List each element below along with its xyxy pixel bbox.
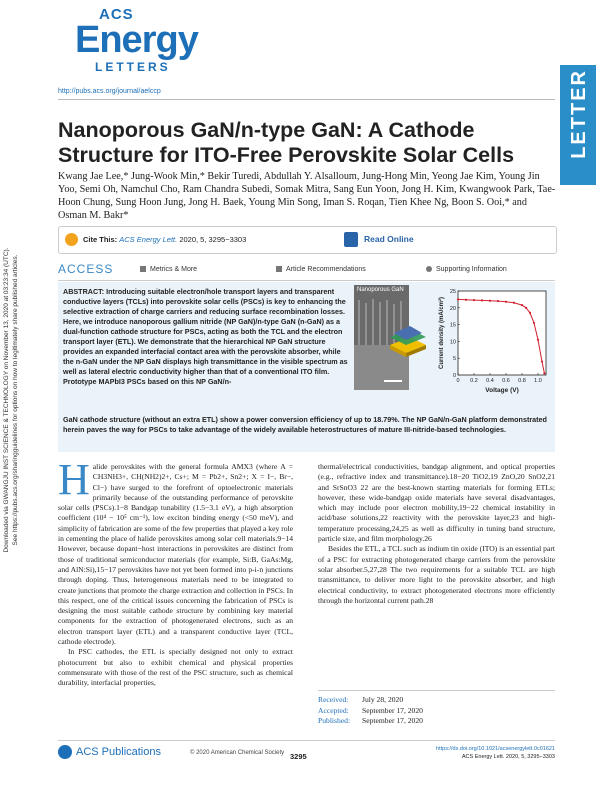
x-tick-label: 1.0 bbox=[534, 378, 542, 384]
y-tick-label: 0 bbox=[452, 373, 456, 379]
recommendations-label: Article Recommendations bbox=[286, 266, 366, 273]
y-axis-label: Current density (mA/cm²) bbox=[439, 296, 445, 370]
x-axis-label: Voltage (V) bbox=[485, 387, 519, 394]
left-paragraph-1: alide perovskites with the general formula AMX3 (where A = CH3NH3+, CH(NH2)2+, Cs+; M = Pb2+, Sn2+; X = I−, Br−, Cl−) have surged to the forefront of optoelectronic materials primarily because of the outstanding performance of perovskite solar cells (PSCs).1−8 Bandgap tunability (1.5−3.1 eV), a high absorption coefficient (10⁴ − 10⁵ cm⁻¹), low exciton binding energy (<50 meV), and simplicity of fabrication are some of the few properties that played a key role in cementing the place of halide perovskites among solar cell materials.9−14 However, because dopant−host interactions in perovskites are distinct from those of traditional semiconductor materials (for example, Si:B, GaAs:Mg, and AlN:Si),15−17 perovskites have not yet been formed into p-i-n junctions through doping. Thus, heterogeneous materials need to be integrated to create junctions that promote the charge extraction and collection in PSCs. In this respect, one of the critical issues concerning the fabrication of PSCs is designing the most suitable cathode structure by combining key material components for the extraction of photogenerated electrons, such as an electron transport layer (ETL) and a transparent conductive layer (TCL, cathode electrode). bbox=[58, 462, 293, 647]
download-watermark bbox=[2, 140, 42, 660]
y-tick-label: 20 bbox=[449, 305, 456, 312]
title-line-1: Nanoporous GaN/n-type GaN: A Cathode bbox=[58, 118, 475, 142]
left-paragraph-2: In PSC cathodes, the ETL is specially designed not only to extract photocurrent but also to exhibit chemical and physical properties commensurate with those of the rest of the PSC structure, such as chemical durability, interfacial properties, bbox=[58, 647, 293, 688]
citation bbox=[83, 235, 246, 244]
jv-data-point bbox=[497, 300, 499, 302]
jv-data-point bbox=[473, 299, 475, 301]
footer-divider bbox=[58, 740, 555, 741]
body-column-left bbox=[58, 455, 293, 689]
jv-data-point bbox=[465, 299, 467, 301]
read-online-label: Read Online bbox=[364, 234, 414, 244]
journal-url[interactable]: http://pubs.acs.org/journal/aelccp bbox=[58, 88, 161, 95]
jv-data-point bbox=[481, 299, 483, 301]
x-tick-label: 0.6 bbox=[502, 378, 510, 384]
jv-chart bbox=[436, 285, 551, 405]
supporting-info-link[interactable] bbox=[426, 266, 507, 273]
cite-box bbox=[58, 226, 557, 254]
y-tick-label: 25 bbox=[449, 289, 456, 295]
jv-data-point bbox=[505, 301, 507, 303]
jv-data-point bbox=[457, 298, 459, 300]
device-schematic bbox=[388, 307, 428, 367]
watermark-line-1: Downloaded via GWANGJU INST SCIENCE & TECHNOLOGY on November 13, 2020 at 03:23:34 (UTC). bbox=[3, 247, 10, 553]
jv-data-point bbox=[521, 304, 523, 306]
abstract-text-1: ABSTRACT: Introducing suitable electron/hole transport layers and transparent conductive layers (TCLs) into perovskite solar cells (PSCs) is key to enhancing the selective extraction of charge carriers and reducing surface recombination losses. Here, we introduce nanoporous gallium nitride (NP GaN)/n-type GaN (n-GaN) as a dual-function cathode structure for PSCs, acting as both the TCL and the electron transport layer (ETL). We demonstrate that the hierarchical NP GaN structure provides an expanded interfacial contact area with the perovskite absorber, while the n-GaN under the NP GaN displays high transmittance in the visible spectrum as well as lateral electric conductivity higher than that of a conventional ITO film. Prototype MAPbI3 PSCs based on this NP GaN/n- bbox=[63, 287, 348, 386]
right-paragraph-2: Besides the ETL, a TCL such as indium tin oxide (ITO) is an essential part of a PSC for extracting photogenerated charge carriers from the perovskite solar absorber.5,27,28 The two requirements for a suitable TCL are high transmittance, to deliver more light to the perovskite absorber, and high electrical conductivity, to extract photogenerated electrons more efficiently through the horizontal current path.28 bbox=[318, 544, 555, 605]
article-dates bbox=[318, 690, 555, 727]
access-bar bbox=[58, 262, 555, 281]
y-tick-label: 10 bbox=[449, 339, 456, 346]
doi-link[interactable]: https://dx.doi.org/10.1021/acsenergylett.0c01621 bbox=[436, 746, 555, 752]
abstract-box bbox=[58, 282, 555, 452]
jv-data-point bbox=[489, 300, 491, 302]
x-tick-label: 0.4 bbox=[486, 378, 494, 384]
cite-details: 2020, 5, 3295−3303 bbox=[179, 235, 247, 244]
journal-logo[interactable] bbox=[75, 6, 198, 86]
read-online-button[interactable] bbox=[344, 232, 434, 247]
watermark-line-2: See https://pubs.acs.org/sharingguidelines for options on how to legitimately share published articles. bbox=[12, 254, 19, 546]
jv-data-point bbox=[529, 312, 531, 314]
body-column-right bbox=[318, 462, 555, 606]
cite-journal-link[interactable]: ACS Energy Lett. bbox=[119, 235, 178, 244]
accepted-label: Accepted: bbox=[318, 705, 349, 715]
jv-data-point bbox=[541, 360, 543, 362]
metrics-icon bbox=[140, 266, 146, 272]
article-icon bbox=[276, 266, 282, 272]
acs-logo-icon bbox=[58, 745, 72, 759]
x-tick-label: 0.8 bbox=[518, 378, 526, 384]
author-list: Kwang Jae Lee,* Jung-Wook Min,* Bekir Turedi, Abdullah Y. Alsalloum, Jung-Hong Min, Yeong Jae Kim, Young Jin Yoo, Semi Oh, Namchul Cho, Ram Chandra Subedi, Somak Mitra, Sang Eun Yoon, Jong H. Kim, Kwangwook Park, Tae-Hoon Chung, Sung Hoon Jung, Jong H. Baek, Young Min Song, Iman S. Roqan, Tien Khee Ng, Boon S. Ooi,* and Osman M. Bakr* bbox=[58, 171, 556, 221]
y-tick-label: 15 bbox=[449, 322, 456, 329]
right-paragraph-1: thermal/electrical conductivities, bandgap alignment, and optical properties (e.g., refractive index and transmittance).18−20 TiO2,19 ZnO,20 SnO2,21 and SrSnO3 22 are the best-known starting materials for forming ETLs; however, these wide-bandgap oxide materials have several disadvantages, which may include poor electron mobility,19−22 chemical instability in acid/base solutions,22 reactivity with the perovskite layer,23 and high-temperature processing,24,25 as well as difficulty in tuning band structure, particle size, and film morphology.26 bbox=[318, 462, 555, 544]
publisher-name: ACS Publications bbox=[76, 745, 161, 758]
metrics-link[interactable] bbox=[140, 266, 197, 273]
letter-tab-label: LETTER bbox=[568, 69, 590, 159]
cite-label: Cite This: bbox=[83, 235, 118, 244]
copyright: © 2020 American Chemical Society bbox=[190, 750, 285, 756]
jv-data-point bbox=[513, 302, 515, 304]
title-line-2: Structure for ITO-Free Perovskite Solar Cells bbox=[58, 143, 515, 167]
logo-energy: Energy bbox=[75, 19, 198, 61]
page-number: 3295 bbox=[290, 752, 307, 761]
metrics-label: Metrics & More bbox=[150, 266, 198, 273]
access-label: ACCESS bbox=[58, 262, 114, 276]
acs-publications-logo[interactable] bbox=[58, 745, 161, 759]
plot-frame bbox=[458, 291, 546, 375]
published-date: September 17, 2020 bbox=[362, 716, 423, 725]
x-tick-label: 0 bbox=[456, 378, 460, 384]
received-label: Received: bbox=[318, 695, 349, 704]
jv-data-point bbox=[543, 372, 545, 374]
logo-acs: ACS bbox=[99, 6, 134, 23]
logo-letters: LETTERS bbox=[95, 60, 171, 74]
received-date: July 28, 2020 bbox=[362, 695, 404, 704]
supporting-info-icon bbox=[426, 266, 432, 272]
jv-data-point bbox=[533, 322, 535, 324]
x-tick-label: 0.2 bbox=[470, 378, 478, 384]
article-title bbox=[58, 118, 558, 168]
supporting-info-label: Supporting Information bbox=[436, 266, 507, 273]
quote-icon bbox=[65, 233, 78, 246]
accepted-date: September 17, 2020 bbox=[362, 705, 423, 715]
published-label: Published: bbox=[318, 716, 351, 725]
read-online-icon bbox=[344, 232, 358, 247]
doi-block bbox=[420, 745, 555, 761]
jv-data-point bbox=[537, 339, 539, 341]
dropcap: H bbox=[58, 455, 90, 504]
jv-data-point bbox=[525, 307, 527, 309]
recommendations-link[interactable] bbox=[276, 266, 366, 273]
abstract-text-2: GaN cathode structure (without an extra ETL) show a power conversion efficiency of up to 18.79%. The NP GaN/n-GaN platform demonstrated herein paves the way for PSCs to take advantage of the widely available heterostructures of mature III-nitride-based technologies. bbox=[63, 415, 547, 434]
y-tick-label: 5 bbox=[452, 356, 456, 363]
letter-tab bbox=[560, 65, 596, 185]
toc-image-caption: Nanoporous GaN bbox=[357, 287, 404, 293]
journal-reference: ACS Energy Lett. 2020, 5, 3295−3303 bbox=[461, 754, 555, 760]
header-divider bbox=[58, 99, 555, 100]
